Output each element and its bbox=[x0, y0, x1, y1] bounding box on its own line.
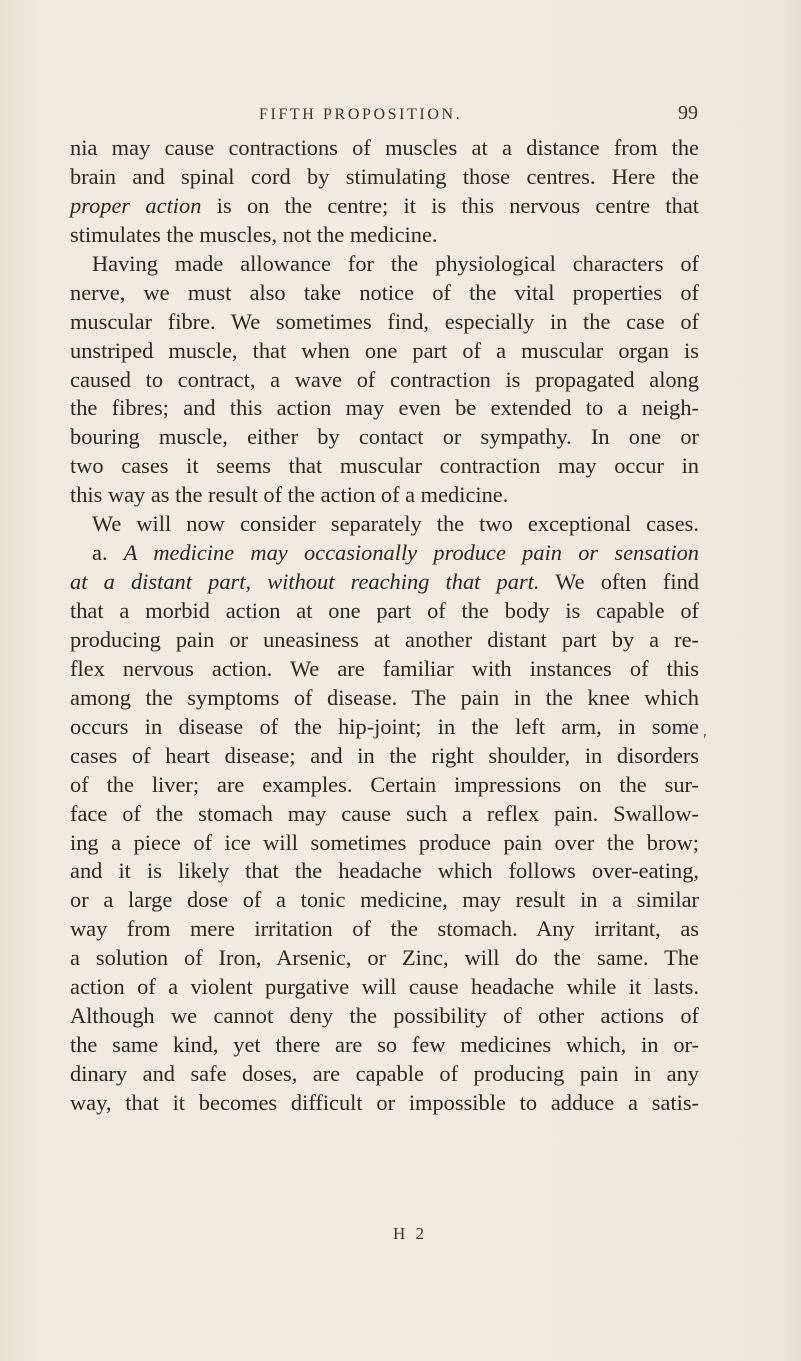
text-line: occurs in disease of the hip-joint; in the left arm, in some bbox=[70, 713, 699, 739]
text-line: of the liver; are examples. Certain impressions on the sur- bbox=[70, 771, 699, 797]
page-header bbox=[0, 102, 801, 132]
text-line: Having made allowance for the physiological characters of bbox=[92, 250, 699, 276]
text-line: action of a violent purgative will cause headache while it lasts. bbox=[70, 974, 699, 1000]
text-line: cases of heart disease; and in the right shoulder, in disorders bbox=[70, 742, 699, 768]
text-line: two cases it seems that muscular contraction may occur in bbox=[70, 453, 699, 479]
text-line: proper action is on the centre; it is this nervous centre that bbox=[70, 192, 699, 218]
margin-mark: ′ bbox=[703, 730, 707, 750]
text-line: among the symptoms of disease. The pain in the knee which bbox=[70, 684, 699, 710]
text-line: way from mere irritation of the stomach. Any irritant, as bbox=[70, 916, 699, 942]
text-line: caused to contract, a wave of contraction is propagated along bbox=[70, 366, 699, 392]
text-line: the fibres; and this action may even be extended to a neigh- bbox=[70, 395, 699, 421]
text-line: muscular fibre. We sometimes find, especially in the case of bbox=[70, 308, 699, 334]
text-line: nia may cause contractions of muscles at a distance from the bbox=[70, 135, 699, 160]
text-line: nerve, we must also take notice of the vital properties of bbox=[70, 279, 699, 305]
text-line: this way as the result of the action of a medicine. bbox=[70, 482, 509, 508]
text-line: a solution of Iron, Arsenic, or Zinc, will do the same. The bbox=[70, 945, 699, 971]
text-line: We will now consider separately the two exceptional cases. bbox=[92, 511, 699, 537]
text-line: flex nervous action. We are familiar with instances of this bbox=[70, 655, 699, 681]
body-text bbox=[70, 134, 699, 1118]
signature-mark: H 2 bbox=[393, 1224, 428, 1243]
text-line: unstriped muscle, that when one part of a muscular organ is bbox=[70, 337, 699, 363]
text-line: face of the stomach may cause such a reflex pain. Swallow- bbox=[70, 800, 699, 826]
text-line: ing a piece of ice will sometimes produce pain over the brow; bbox=[70, 829, 699, 855]
text-line: or a large dose of a tonic medicine, may result in a similar bbox=[70, 887, 699, 913]
text-line: that a morbid action at one part of the body is capable of bbox=[70, 598, 699, 623]
text-line: bouring muscle, either by contact or sympathy. In one or bbox=[70, 424, 699, 450]
text-line: brain and spinal cord by stimulating those centres. Here the bbox=[70, 163, 699, 189]
text-line: a. A medicine may occasionally produce pain or sensation bbox=[92, 540, 699, 566]
running-head: FIFTH PROPOSITION. bbox=[259, 106, 463, 123]
text-line: and it is likely that the headache which follows over-eating, bbox=[70, 858, 699, 884]
text-line: dinary and safe doses, are capable of producing pain in any bbox=[70, 1061, 699, 1086]
text-line: way, that it becomes difficult or impossible to adduce a satis- bbox=[70, 1089, 699, 1115]
text-line: stimulates the muscles, not the medicine. bbox=[70, 221, 438, 247]
text-line: the same kind, yet there are so few medicines which, in or- bbox=[70, 1032, 699, 1058]
page-number: 99 bbox=[678, 102, 698, 124]
text-line: producing pain or uneasiness at another distant part by a re- bbox=[70, 626, 699, 652]
text-line: at a distant part, without reaching that part. We often find bbox=[70, 569, 699, 595]
text-line: Although we cannot deny the possibility of other actions of bbox=[70, 1003, 699, 1029]
